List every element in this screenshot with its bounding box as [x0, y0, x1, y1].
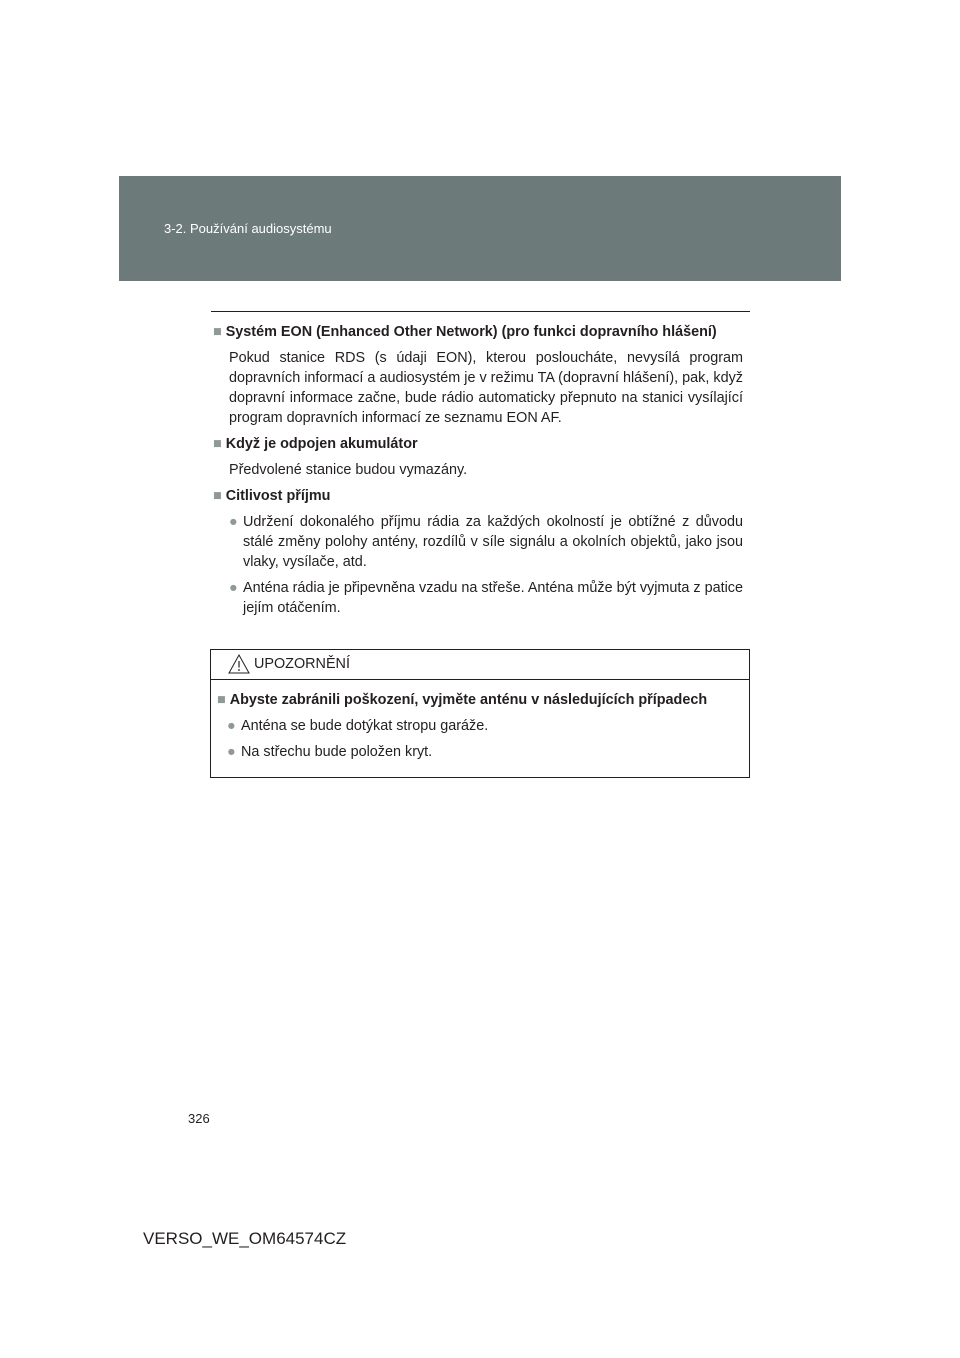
- page-number: 326: [188, 1111, 210, 1126]
- section-heading: ■ Citlivost příjmu: [213, 488, 331, 504]
- square-bullet-icon: ■: [213, 324, 222, 340]
- section-paragraph: Předvolené stanice budou vymazány.: [229, 462, 468, 478]
- square-bullet-icon: ■: [213, 436, 222, 452]
- square-bullet-icon: ■: [213, 488, 222, 504]
- section-heading: ■ Systém EON (Enhanced Other Network) (pro funkci dopravního hlášení): [213, 324, 717, 340]
- section-battery: [213, 434, 743, 480]
- section-header-band: [119, 176, 841, 281]
- round-bullet-icon: ●: [227, 718, 236, 734]
- list-item: ● Anténa rádia je připevněna vzadu na střeše. Anténa může být vyjmuta z patice jejím otáčením.: [229, 580, 743, 616]
- section-eon: [213, 322, 743, 428]
- caution-title: UPOZORNĚNÍ: [254, 656, 350, 672]
- list-item: ● Na střechu bude položen kryt.: [227, 744, 433, 760]
- caution-box: [210, 649, 750, 778]
- square-bullet-icon: ■: [217, 692, 226, 708]
- round-bullet-icon: ●: [229, 580, 238, 596]
- main-content: [213, 322, 743, 624]
- section-paragraph: Pokud stanice RDS (s údaji EON), kterou posloucháte, nevysílá program dopravních informací a audiosystém je v režimu TA (dopravní hlášení), pak, když dopravní informace začne, bude rádio automaticky přepnuto na stanici vysílající program dopravních informací ze seznamu EON AF.: [229, 350, 743, 426]
- round-bullet-icon: ●: [229, 514, 238, 530]
- section-heading: ■ Když je odpojen akumulátor: [213, 436, 418, 452]
- list-item: ● Udržení dokonalého příjmu rádia za každých okolností je obtížné z důvodu stálé změny polohy antény, rozdílů v síle signálu a okolních objektů, jako jsou vlaky, vysílače, atd.: [229, 514, 743, 570]
- divider-line: [211, 311, 750, 312]
- warning-triangle-icon: [228, 654, 250, 674]
- caution-heading: ■ Abyste zabránili poškození, vyjměte anténu v následujících případech: [217, 692, 708, 708]
- caution-header: [211, 650, 749, 680]
- section-title: 3-2. Používání audiosystému: [164, 221, 332, 236]
- round-bullet-icon: ●: [227, 744, 236, 760]
- caution-body: [211, 680, 749, 762]
- section-sensitivity: [213, 486, 743, 618]
- list-item: ● Anténa se bude dotýkat stropu garáže.: [227, 718, 489, 734]
- document-code: VERSO_WE_OM64574CZ: [143, 1229, 347, 1248]
